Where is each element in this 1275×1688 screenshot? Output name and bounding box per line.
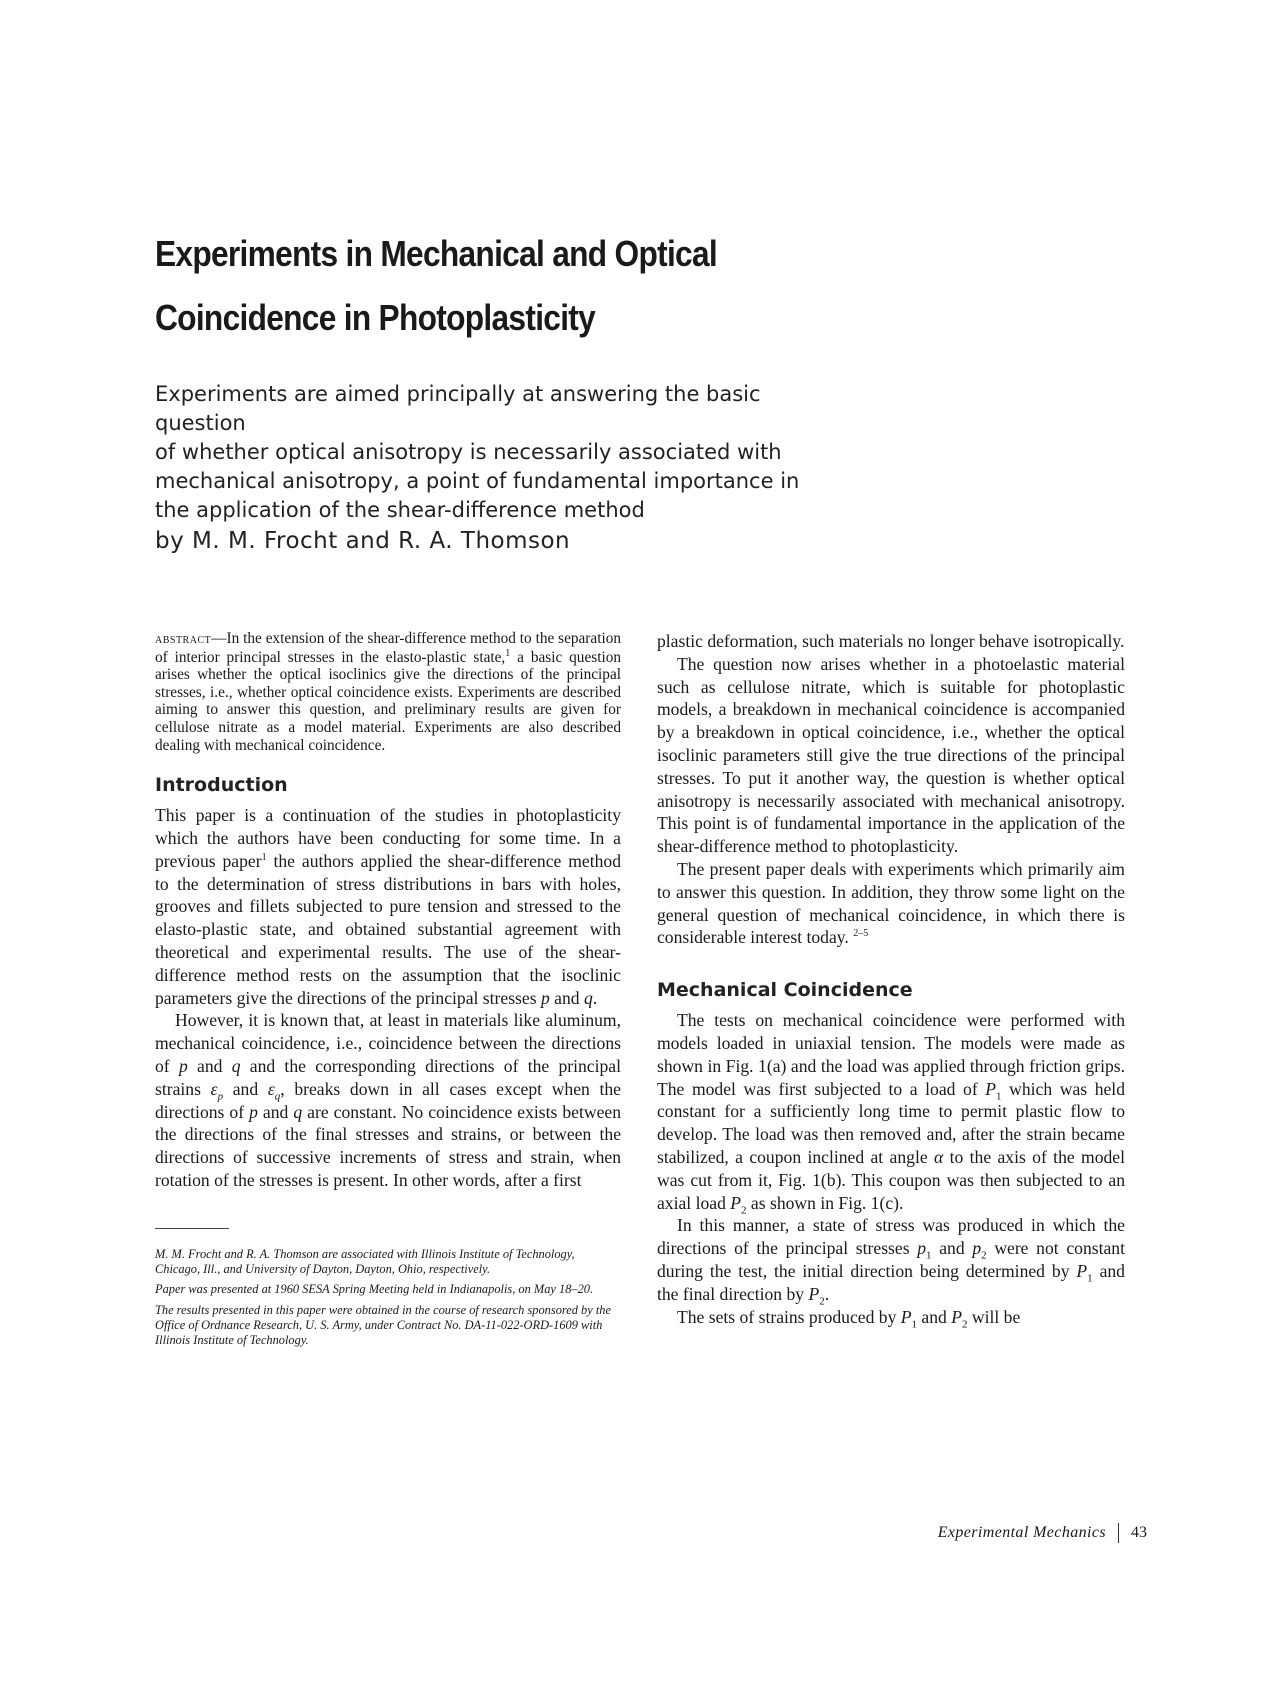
footer-divider [1118, 1523, 1119, 1543]
intro-paragraph-4: The present paper deals with experiments which primarily aim to answer this question. In addition, they throw some light on the general question of mechanical coincidence, in which there is considerable interest today. $^{2-5}$ [657, 858, 1125, 948]
title-line-1: Experiments in Mechanical and Optical [155, 233, 717, 274]
reference-marker: 1 [505, 647, 511, 659]
subtitle-line: the application of the shear-difference method [155, 498, 645, 522]
section-heading-mechanical-coincidence: Mechanical Coincidence [657, 979, 913, 1002]
footnote-affiliation: M. M. Frocht and R. A. Thomson are associated with Illinois Institute of Technology, Chicago, Ill., and University of Dayton, Dayton, Ohio, respectively. [155, 1246, 575, 1276]
intro-paragraph-2: However, it is known that, at least in materials like aluminum, mechanical coincidence, i.e., coincidence between the directions of p and q and the corresponding directions of the principal strains $\varepsilon_p$ and $\varepsilon_q$, breaks down in all cases except when the directions of p and q are constant. No coincidence exists between the directions of the final stresses and strains, or between the directions of successive increments of stress and strain, when rotation of the stresses is present. In other words, after a first [155, 1010, 621, 1190]
intro-paragraph-3: The question now arises whether in a photoelastic material such as cellulose nitrate, which is suitable for photoplastic models, a breakdown in mechanical coincidence is accompanied by a breakdown in optical coincidence, i.e., whether the optical isoclinic parameters still give the true directions of the principal stresses. To put it another way, the question is whether optical anisotropy is necessarily associated with mechanical anisotropy. This point is of fundamental importance in the application of the shear-difference method to photoplasticity. [657, 653, 1125, 857]
title-line-2: Coincidence in Photoplasticity [155, 297, 596, 338]
footnote-divider [155, 1228, 229, 1229]
subtitle-line: mechanical anisotropy, a point of fundamental importance in [155, 469, 800, 493]
subtitle-line: Experiments are aimed principally at answering the basic question [155, 382, 761, 435]
left-column [155, 630, 621, 1353]
intro-paragraph-2-continued: plastic deformation, such materials no longer behave isotropically. [657, 631, 1125, 651]
mech-paragraph-1: The tests on mechanical coincidence were performed with models loaded in uniaxial tension. The models were made as shown in Fig. 1(a) and the load was applied through friction grips. The model was first subjected to a load of $P_1$ which was held constant for a sufficiently long time to permit plastic flow to develop. The load was then removed and, after the strain became stabilized, a coupon inclined at angle α to the axis of the model was cut from it, Fig. 1(b). This coupon was then subjected to an axial load $P_2$ as shown in Fig. 1(c). [657, 1010, 1125, 1217]
abstract-label: abstract [155, 632, 212, 647]
journal-name: Experimental Mechanics [937, 1524, 1106, 1541]
intro-paragraph-1: This paper is a continuation of the studies in photoplasticity which the authors have been conducting for some time. In a previous paper$^1$ the authors applied the shear-difference method to the determination of stress distributions in bars with holes, grooves and fillets subjected to pure tension and stressed to the elasto-plastic state, and obtained substantial agreement with theoretical and experimental results. The use of the shear-difference method rests on the assumption that the isoclinic parameters give the directions of the principal stresses p and q. [155, 805, 621, 1008]
mech-paragraph-3: The sets of strains produced by $P_1$ and $P_2$ will be [677, 1306, 1021, 1331]
mech-paragraph-2: In this manner, a state of stress was produced in which the directions of the principal stresses $p_1$ and $p_2$ were not constant during the test, the initial direction being determined by $P_1$ and the final direction by $P_2$. [657, 1215, 1125, 1308]
section-heading-introduction: Introduction [155, 774, 288, 797]
page-footer [938, 1523, 1147, 1543]
reference-marker: 1 [261, 851, 267, 863]
author-byline: by M. M. Frocht and R. A. Thomson [155, 528, 571, 554]
abstract: abstract—In the extension of the shear-difference method to the separation of interior principal stresses in the elasto-plastic state,$^1$ a basic question arises whether the optical isoclinics give the directions of the principal stresses, i.e., whether optical coincidence exists. Experiments are described aiming to answer this question, and preliminary results are given for cellulose nitrate as a model material. Experiments are also described dealing with mechanical coincidence. [155, 630, 621, 754]
paper-title [155, 222, 947, 350]
reference-marker: 2–5 [853, 928, 869, 940]
subtitle-line: of whether optical anisotropy is necessarily associated with [155, 440, 782, 464]
footnote-sponsor: The results presented in this paper were obtained in the course of research sponsored by the Office of Ordnance Research, U. S. Army, under Contract No. DA-11-022-ORD-1609 with Illinois Institute of Technology. [155, 1303, 611, 1347]
right-column [657, 630, 1125, 1331]
page-number: 43 [1131, 1524, 1147, 1541]
footnote-presentation: Paper was presented at 1960 SESA Spring Meeting held in Indianapolis, on May 18–20. [155, 1282, 594, 1297]
paper-subtitle [155, 380, 845, 525]
